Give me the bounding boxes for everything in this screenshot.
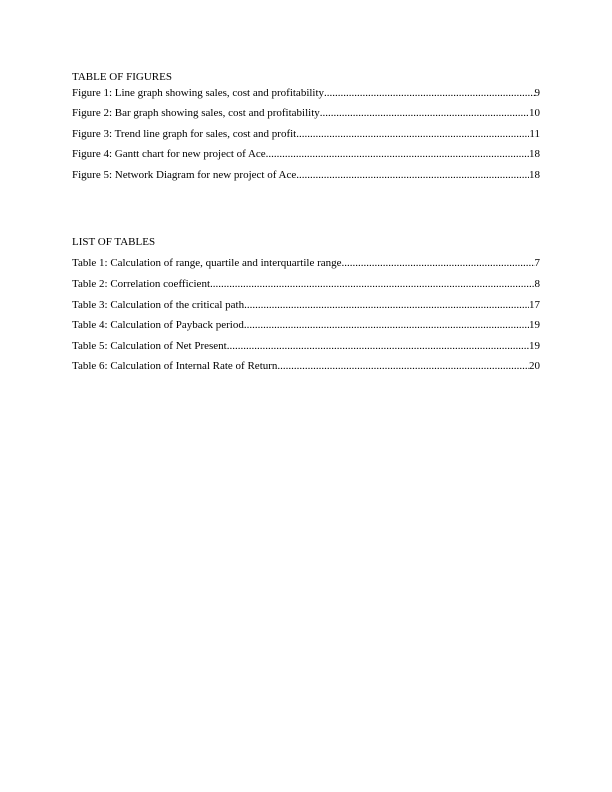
entry-title: Table 2: Correlation coefficient <box>72 278 210 290</box>
entry-page: 19 <box>529 319 540 331</box>
entry-title: Table 5: Calculation of Net Present <box>72 340 227 352</box>
dot-leader <box>266 148 529 161</box>
entry-page: 19 <box>529 340 540 352</box>
entry-title: Table 6: Calculation of Internal Rate of Return <box>72 360 278 372</box>
figure-entry[interactable] <box>72 128 540 141</box>
dot-leader <box>342 257 535 270</box>
entry-title: Figure 5: Network Diagram for new project of Ace <box>72 169 297 181</box>
entry-page: 11 <box>529 128 540 140</box>
entry-page: 18 <box>529 169 540 181</box>
figure-entry[interactable] <box>72 87 540 100</box>
table-entry[interactable] <box>72 360 540 373</box>
dot-leader <box>324 87 534 100</box>
dot-leader <box>227 340 529 353</box>
entry-title: Table 4: Calculation of Payback period <box>72 319 244 331</box>
entry-title: Table 1: Calculation of range, quartile and interquartile range <box>72 257 342 269</box>
entry-page: 10 <box>529 107 540 119</box>
entry-page: 17 <box>529 299 540 311</box>
entry-title: Figure 1: Line graph showing sales, cost and profitability <box>72 87 325 99</box>
table-entry[interactable] <box>72 299 540 312</box>
entry-page: 20 <box>529 360 540 372</box>
entry-title: Figure 4: Gantt chart for new project of Ace <box>72 148 266 160</box>
entry-page: 7 <box>534 257 540 269</box>
dot-leader <box>277 360 529 373</box>
entry-page: 18 <box>529 148 540 160</box>
dot-leader <box>320 107 529 120</box>
table-entry[interactable] <box>72 257 540 270</box>
entry-title: Figure 2: Bar graph showing sales, cost and profitability <box>72 107 320 119</box>
table-entry[interactable] <box>72 340 540 353</box>
dot-leader <box>244 319 529 332</box>
figure-entry[interactable] <box>72 107 540 120</box>
entry-page: 8 <box>534 278 540 290</box>
dot-leader <box>210 278 535 291</box>
entry-title: Table 3: Calculation of the critical path <box>72 299 245 311</box>
entry-page: 9 <box>534 87 540 99</box>
dot-leader <box>296 169 529 182</box>
table-entry[interactable] <box>72 278 540 291</box>
entry-title: Figure 3: Trend line graph for sales, cost and profit <box>72 128 297 140</box>
dot-leader <box>244 299 529 312</box>
figure-entry[interactable] <box>72 148 540 161</box>
table-entry[interactable] <box>72 319 540 332</box>
table-of-figures-heading: TABLE OF FIGURES <box>72 71 172 83</box>
dot-leader <box>296 128 529 141</box>
figure-entry[interactable] <box>72 169 540 182</box>
list-of-tables-heading: LIST OF TABLES <box>72 236 156 248</box>
